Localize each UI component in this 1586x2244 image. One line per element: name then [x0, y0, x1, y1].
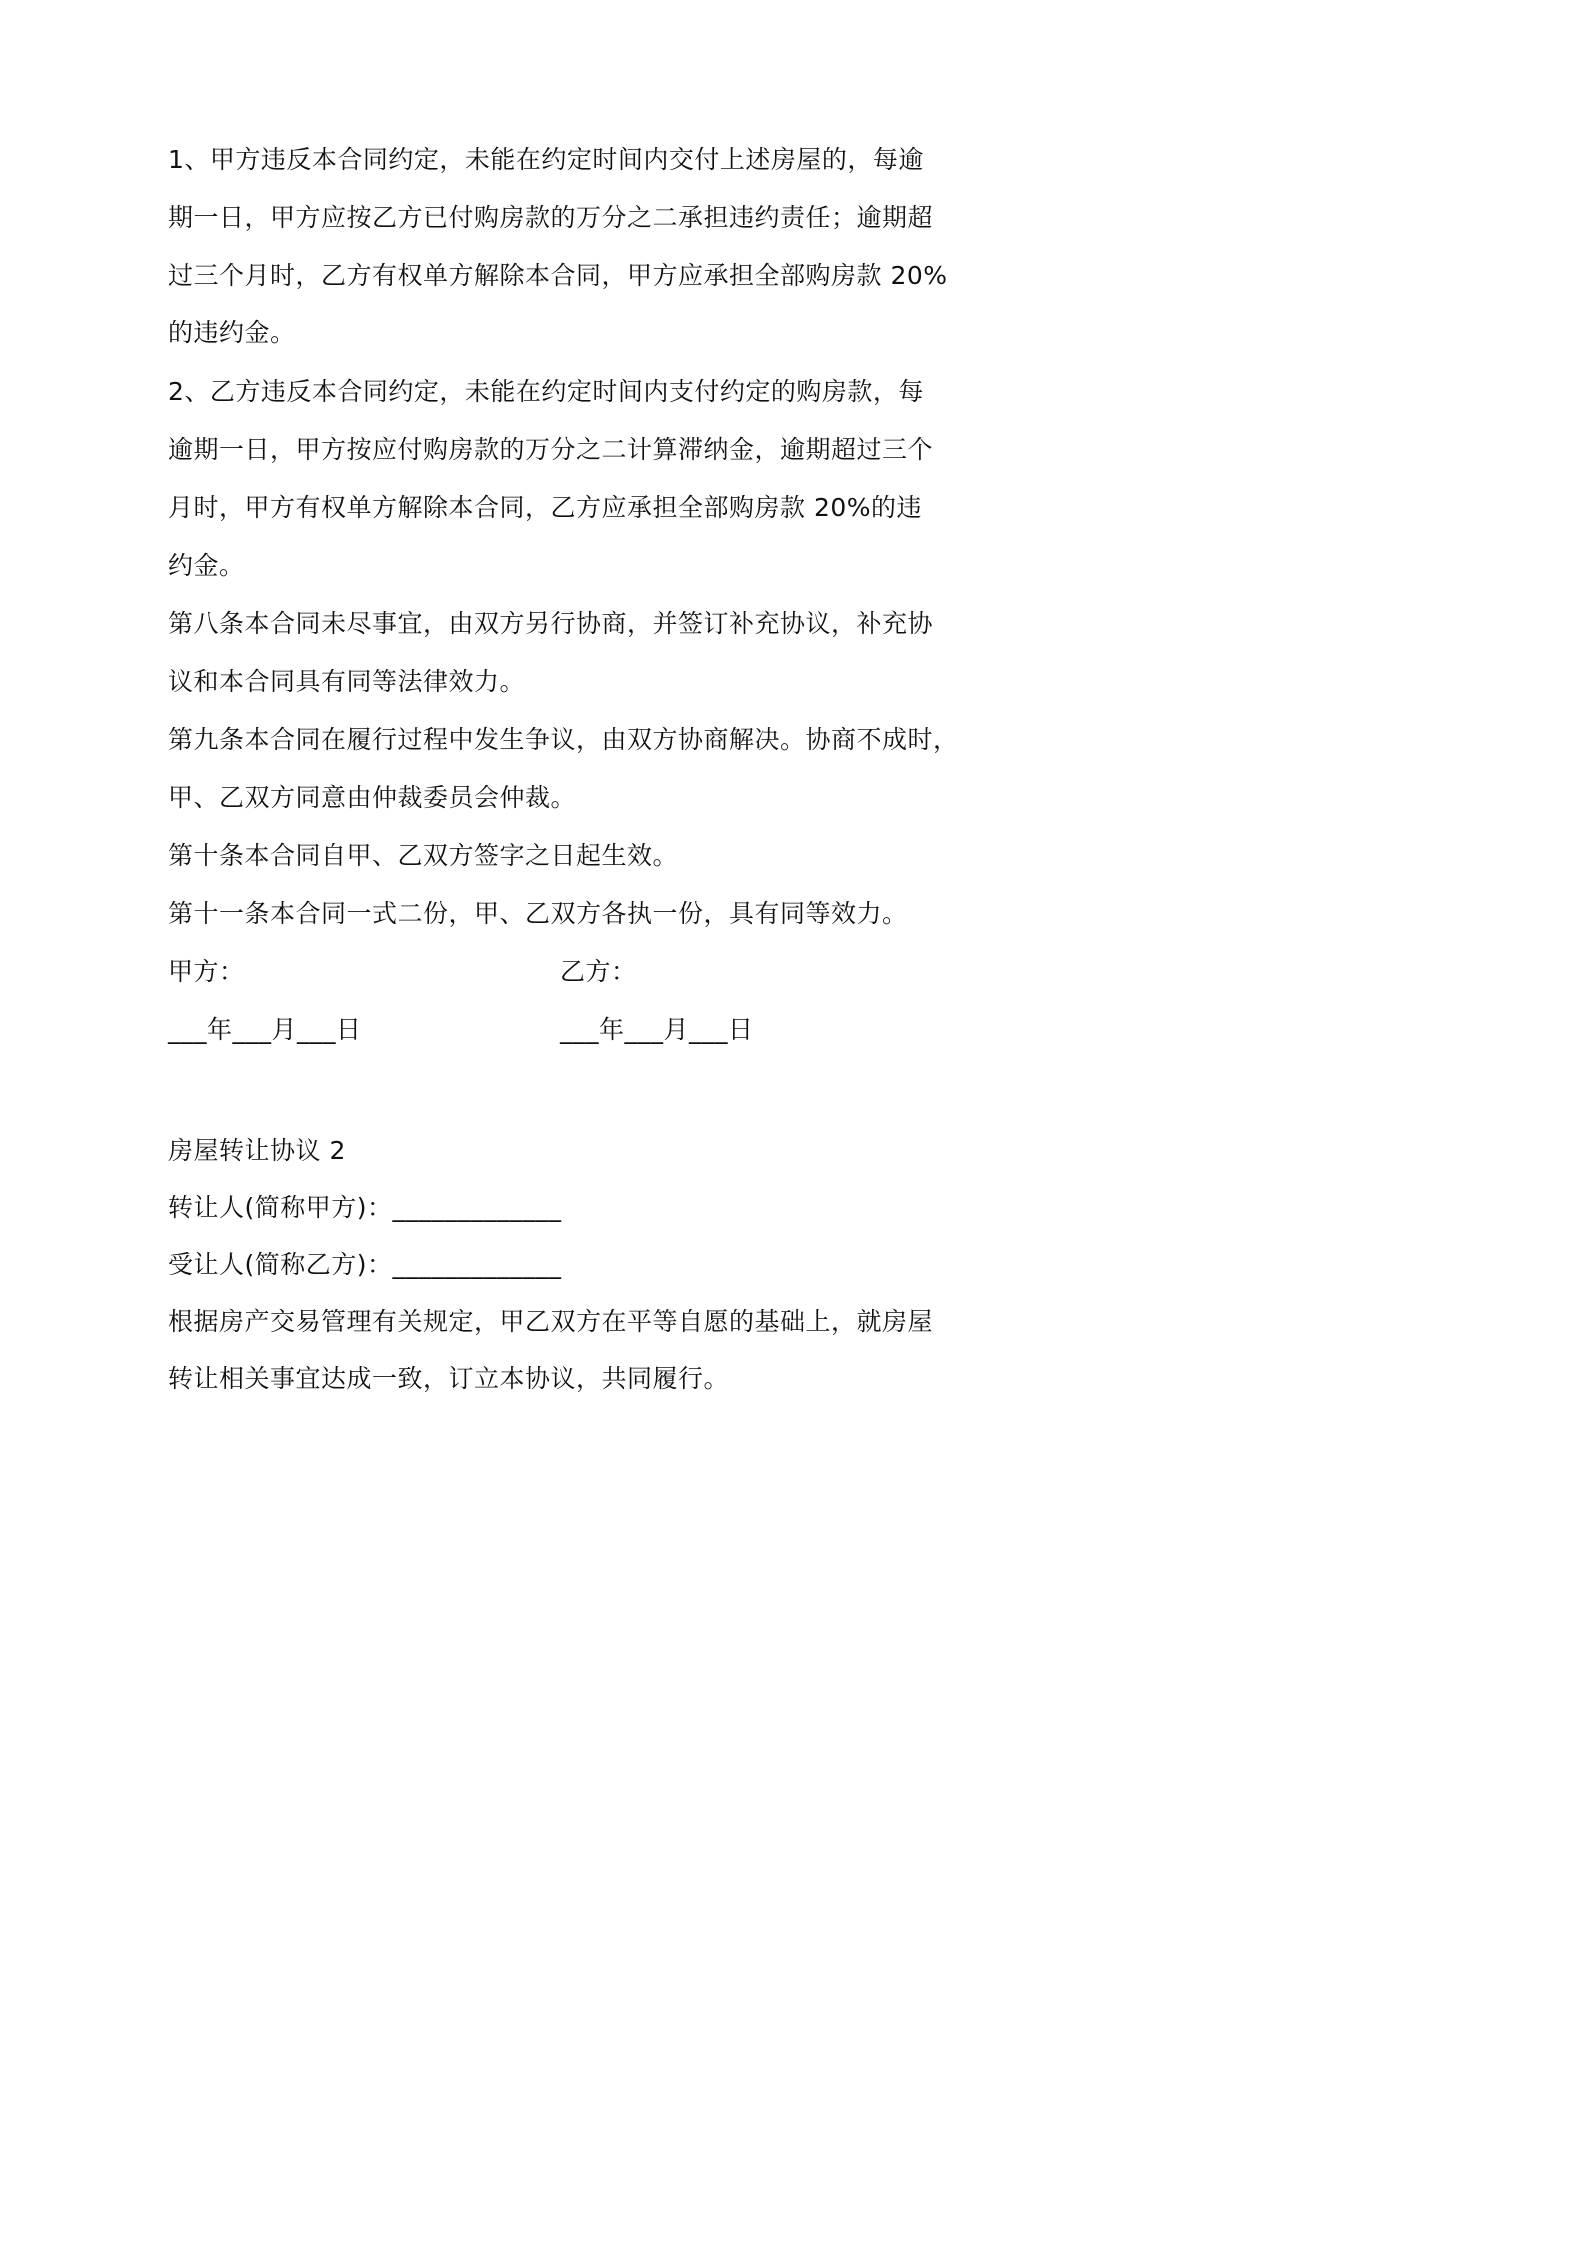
clause-2-line-3: 月时，甲方有权单方解除本合同，乙方应承担全部购房款 20%的违 — [168, 493, 923, 522]
clause-1-line-4: 的违约金。 — [168, 318, 296, 347]
transferee-line: 受让人(简称乙方)：_____________ — [168, 1250, 562, 1279]
agreement-2-title: 房屋转让协议 2 — [168, 1136, 346, 1165]
clause-2-line-2: 逾期一日，甲方按应付购房款的万分之二计算滞纳金，逾期超过三个 — [168, 435, 934, 464]
party-a-date: ___年___月___日 — [168, 1015, 362, 1044]
article-10: 第十条本合同自甲、乙双方签字之日起生效。 — [168, 841, 679, 870]
party-b-date: ___年___月___日 — [560, 1015, 754, 1044]
article-8-line-1: 第八条本合同未尽事宜，由双方另行协商，并签订补充协议，补充协 — [168, 609, 934, 638]
party-a-label: 甲方： — [168, 957, 245, 986]
agreement-2-intro-line-1: 根据房产交易管理有关规定，甲乙双方在平等自愿的基础上，就房屋 — [168, 1307, 934, 1336]
clause-1-line-2: 期一日，甲方应按乙方已付购房款的万分之二承担违约责任；逾期超 — [168, 203, 934, 232]
clause-2-line-4: 约金。 — [168, 551, 245, 580]
clause-1-line-1: 1、甲方违反本合同约定，未能在约定时间内交付上述房屋的，每逾 — [168, 145, 924, 174]
party-b-label: 乙方： — [560, 957, 637, 986]
article-9-line-1: 第九条本合同在履行过程中发生争议，由双方协商解决。协商不成时， — [168, 725, 959, 754]
agreement-2-intro-line-2: 转让相关事宜达成一致，订立本协议，共同履行。 — [168, 1364, 730, 1393]
transferor-line: 转让人(简称甲方)：_____________ — [168, 1193, 562, 1222]
clause-2-line-1: 2、乙方违反本合同约定，未能在约定时间内支付约定的购房款，每 — [168, 377, 924, 406]
article-11: 第十一条本合同一式二份，甲、乙双方各执一份，具有同等效力。 — [168, 899, 908, 928]
document-page — [0, 0, 1100, 1556]
clause-1-line-3: 过三个月时，乙方有权单方解除本合同，甲方应承担全部购房款 20% — [168, 261, 948, 290]
article-8-line-2: 议和本合同具有同等法律效力。 — [168, 667, 526, 696]
article-9-line-2: 甲、乙双方同意由仲裁委员会仲裁。 — [168, 783, 577, 812]
